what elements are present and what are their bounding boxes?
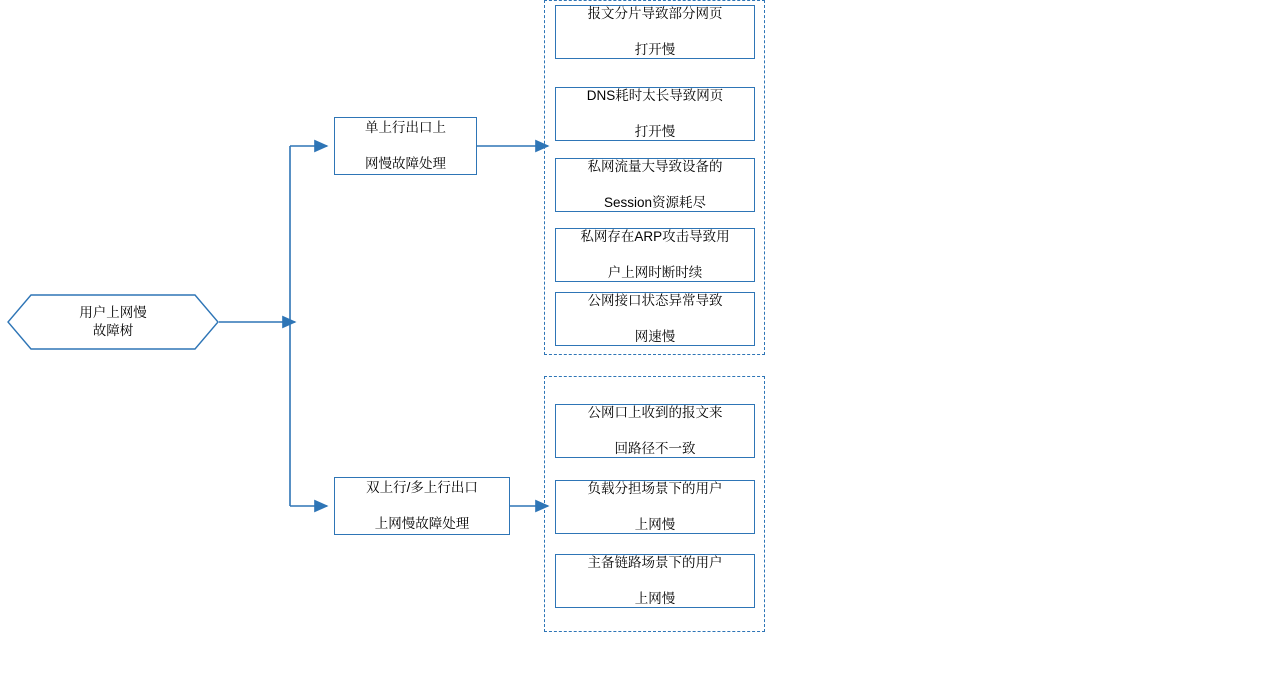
leaf-node-single-1[interactable] [555, 87, 755, 141]
root-node-line2: 故障树 [92, 323, 134, 338]
leaf-node-single-0[interactable] [555, 5, 755, 59]
leaf-node-multi-1-line1: 负载分担场景下的用户 [587, 480, 723, 496]
leaf-node-single-4[interactable] [555, 292, 755, 346]
leaf-node-multi-0[interactable] [555, 404, 755, 458]
leaf-node-single-3-line1: 私网存在ARP攻击导致用 [580, 228, 730, 244]
leaf-node-single-0-line2: 打开慢 [634, 42, 676, 58]
root-node-label [7, 294, 219, 350]
leaf-node-single-1-line2: 打开慢 [634, 124, 676, 140]
leaf-node-single-0-line1: 报文分片导致部分网页 [587, 5, 723, 21]
stage-node-single-uplink[interactable] [334, 117, 477, 175]
leaf-node-multi-1[interactable] [555, 480, 755, 534]
stage-node-multi-uplink[interactable] [334, 477, 510, 535]
leaf-node-multi-0-line1: 公网口上收到的报文来 [587, 404, 723, 420]
stage-node-single-uplink-line1: 单上行出口上 [365, 119, 446, 135]
leaf-node-multi-2-line2: 上网慢 [634, 591, 676, 607]
leaf-node-single-4-line1: 公网接口状态异常导致 [587, 292, 723, 308]
leaf-node-multi-2[interactable] [555, 554, 755, 608]
leaf-node-single-3-line2: 户上网时断时续 [607, 265, 703, 281]
leaf-node-single-1-line1: DNS耗时太长导致网页 [586, 87, 724, 103]
root-node-line1: 用户上网慢 [79, 304, 147, 320]
leaf-node-single-4-line2: 网速慢 [634, 329, 676, 345]
stage-node-single-uplink-line2: 网慢故障处理 [365, 156, 446, 172]
stage-node-multi-uplink-line2: 上网慢故障处理 [374, 516, 470, 532]
leaf-node-multi-1-line2: 上网慢 [634, 517, 676, 533]
leaf-node-multi-2-line1: 主备链路场景下的用户 [587, 554, 723, 570]
leaf-node-single-2-line1: 私网流量大导致设备的 [587, 158, 723, 174]
leaf-node-single-3[interactable] [555, 228, 755, 282]
leaf-node-multi-0-line2: 回路径不一致 [614, 441, 696, 457]
leaf-node-single-2[interactable] [555, 158, 755, 212]
stage-node-multi-uplink-line1: 双上行/多上行出口 [366, 479, 478, 495]
root-node[interactable] [7, 294, 219, 350]
leaf-node-single-2-line2: Session资源耗尽 [603, 195, 707, 211]
